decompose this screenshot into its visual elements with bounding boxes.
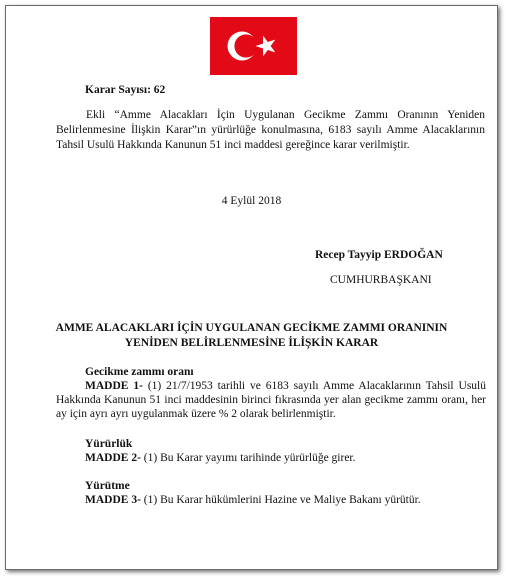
decision-preamble: Ekli “Amme Alacakları İçin Uygulanan Gecikme Zammı Oranının Yeniden Belirlenmesine İlişkin Karar”ın yürürlüğe konulmasına, 6183 sayılı Amme Alacaklarının Tahsil Usulü Hakkında Kanunun 51 inci maddesi gereğince karar verilmiştir. xyxy=(56,109,485,151)
article-1 xyxy=(56,379,486,421)
article-1-label: MADDE 1- xyxy=(85,380,143,392)
article-2-text: (1) Bu Karar yayımı tarihinde yürürlüğe girer. xyxy=(140,452,356,464)
article-2-label: MADDE 2- xyxy=(85,452,141,464)
signer-name xyxy=(315,248,443,262)
article-3 xyxy=(56,493,486,507)
annex-title-line-2: YENİDEN BELİRLENMESİNE İLİŞKİN KARAR xyxy=(124,337,379,349)
article-1-text: (1) 21/7/1953 tarihli ve 6183 sayılı Amme Alacaklarının Tahsil Usulü Hakkında Kanunun 51 inci maddesinin birinci fıkrasında yer alan gecikme zammı oranı, her ay için ayrı ayrı uygulanmak üzere % 2 olarak belirlenmiştir. xyxy=(56,380,486,420)
decision-number: Karar Sayısı: 62 xyxy=(85,84,166,96)
article-3-label: MADDE 3- xyxy=(85,494,141,506)
section-heading-2: Yürürlük xyxy=(85,438,133,450)
article-2 xyxy=(56,451,486,465)
document-page xyxy=(5,5,498,570)
annex-title-line-1: AMME ALACAKLARI İÇİN UYGULANAN GECİKME ZAMMI ORANININ xyxy=(55,322,448,334)
signer-first-name: Recep Tayyip xyxy=(315,249,385,261)
article-3-text: (1) Bu Karar hükümlerini Hazine ve Maliye Bakanı yürütür. xyxy=(140,494,421,506)
signer-last-name: ERDOĞAN xyxy=(384,249,443,261)
signer-title: CUMHURBAŞKANI xyxy=(330,274,432,286)
section-heading-3: Yürütme xyxy=(85,480,130,492)
section-heading-1: Gecikme zammı oranı xyxy=(85,366,194,378)
decision-date: 4 Eylül 2018 xyxy=(221,195,282,207)
turkish-flag-icon xyxy=(210,17,297,75)
